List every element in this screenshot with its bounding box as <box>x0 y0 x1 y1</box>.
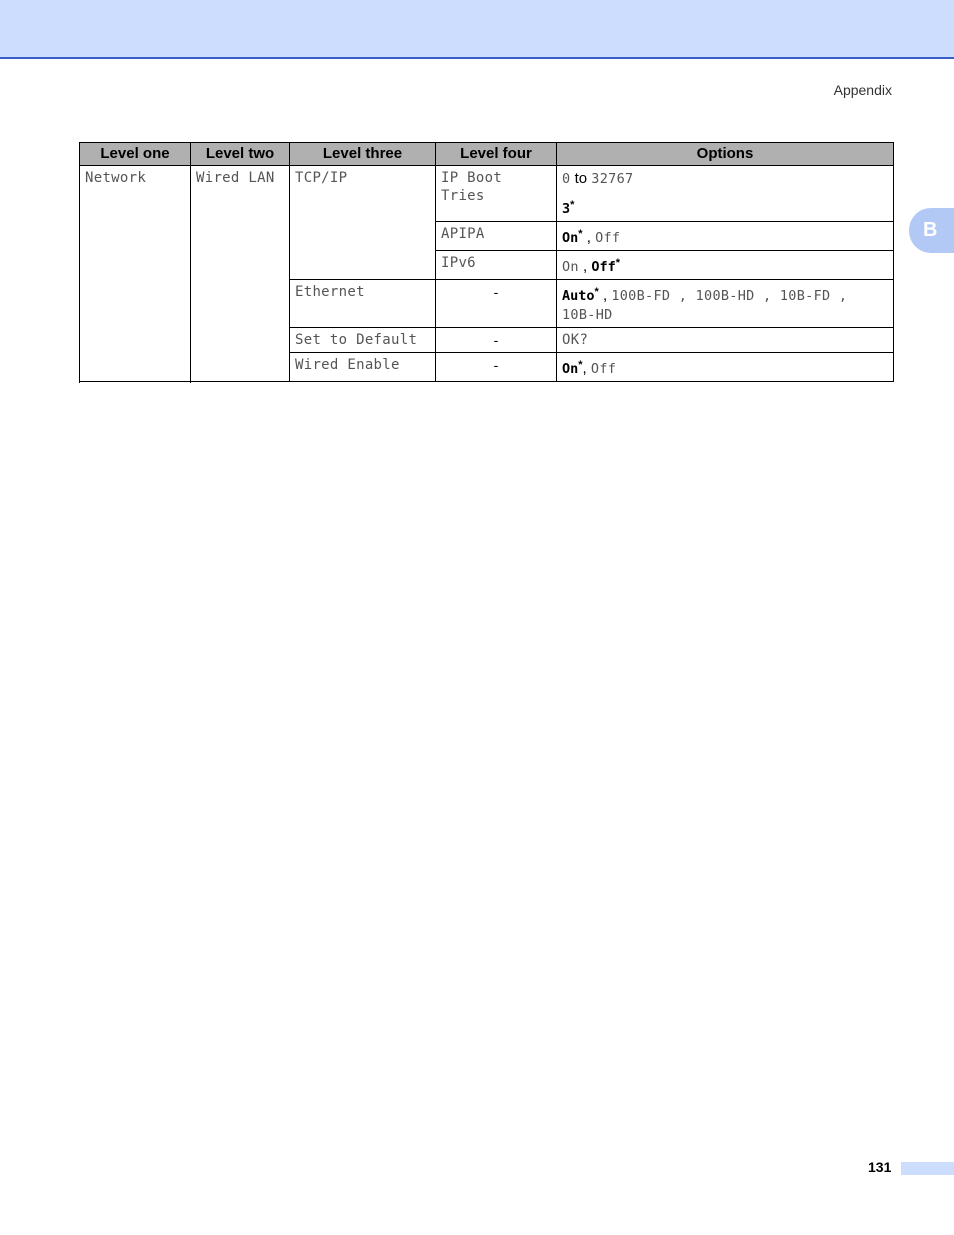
level-four-dash: - <box>436 353 557 382</box>
network-menu-table <box>79 142 894 382</box>
options-ip-boot-tries <box>557 166 894 222</box>
option-on: On <box>562 361 579 377</box>
option-off: Off <box>590 361 617 377</box>
col-level-three: Level three <box>290 143 436 166</box>
col-level-two: Level two <box>191 143 290 166</box>
option-sep: , <box>598 287 612 304</box>
option-ethernet-modes: 100B-FD , 100B-HD , 10B-FD , 10B-HD <box>562 288 848 323</box>
page-number: 131 <box>868 1159 892 1175</box>
option-default: 3 <box>562 201 571 217</box>
level-two-wired-lan: Wired LAN <box>191 166 290 382</box>
option-min: 0 <box>562 171 571 187</box>
header-bar <box>0 0 954 59</box>
options-ethernet <box>557 280 894 328</box>
table-row <box>80 166 894 222</box>
default-star: * <box>578 228 583 240</box>
default-star: * <box>578 359 583 371</box>
options-ok: OK? <box>557 328 894 353</box>
options-wired-enable: On*, Off <box>557 353 894 382</box>
options-apipa <box>557 222 894 251</box>
level-one-network: Network <box>80 166 191 382</box>
option-sep: , <box>578 258 592 275</box>
col-level-four: Level four <box>436 143 557 166</box>
level-three-tcpip: TCP/IP <box>290 166 436 280</box>
header-row <box>80 143 894 166</box>
option-sep: , <box>582 229 596 246</box>
level-four-dash: - <box>436 280 557 328</box>
col-level-one: Level one <box>80 143 191 166</box>
option-off: Off <box>595 230 621 246</box>
option-max: 32767 <box>591 171 634 187</box>
option-to: to <box>570 170 592 187</box>
level-four-ip-boot-tries: IP Boot Tries <box>436 166 557 222</box>
appendix-tab[interactable]: B <box>909 208 954 253</box>
option-on: On <box>562 230 579 246</box>
footer-bar <box>901 1162 954 1175</box>
level-three-wired-enable: Wired Enable <box>290 353 436 382</box>
default-star: * <box>570 199 575 211</box>
option-auto: Auto <box>562 288 595 304</box>
default-star: * <box>615 257 621 269</box>
option-off: Off <box>591 259 616 275</box>
level-four-dash: - <box>436 328 557 353</box>
col-options: Options <box>557 143 894 166</box>
section-title: Appendix <box>833 82 892 98</box>
option-on: On <box>562 259 579 275</box>
default-star: * <box>594 286 599 298</box>
level-three-set-to-default: Set to Default <box>290 328 436 353</box>
options-ipv6 <box>557 251 894 280</box>
level-four-ipv6: IPv6 <box>436 251 557 280</box>
level-four-apipa: APIPA <box>436 222 557 251</box>
level-three-ethernet: Ethernet <box>290 280 436 328</box>
